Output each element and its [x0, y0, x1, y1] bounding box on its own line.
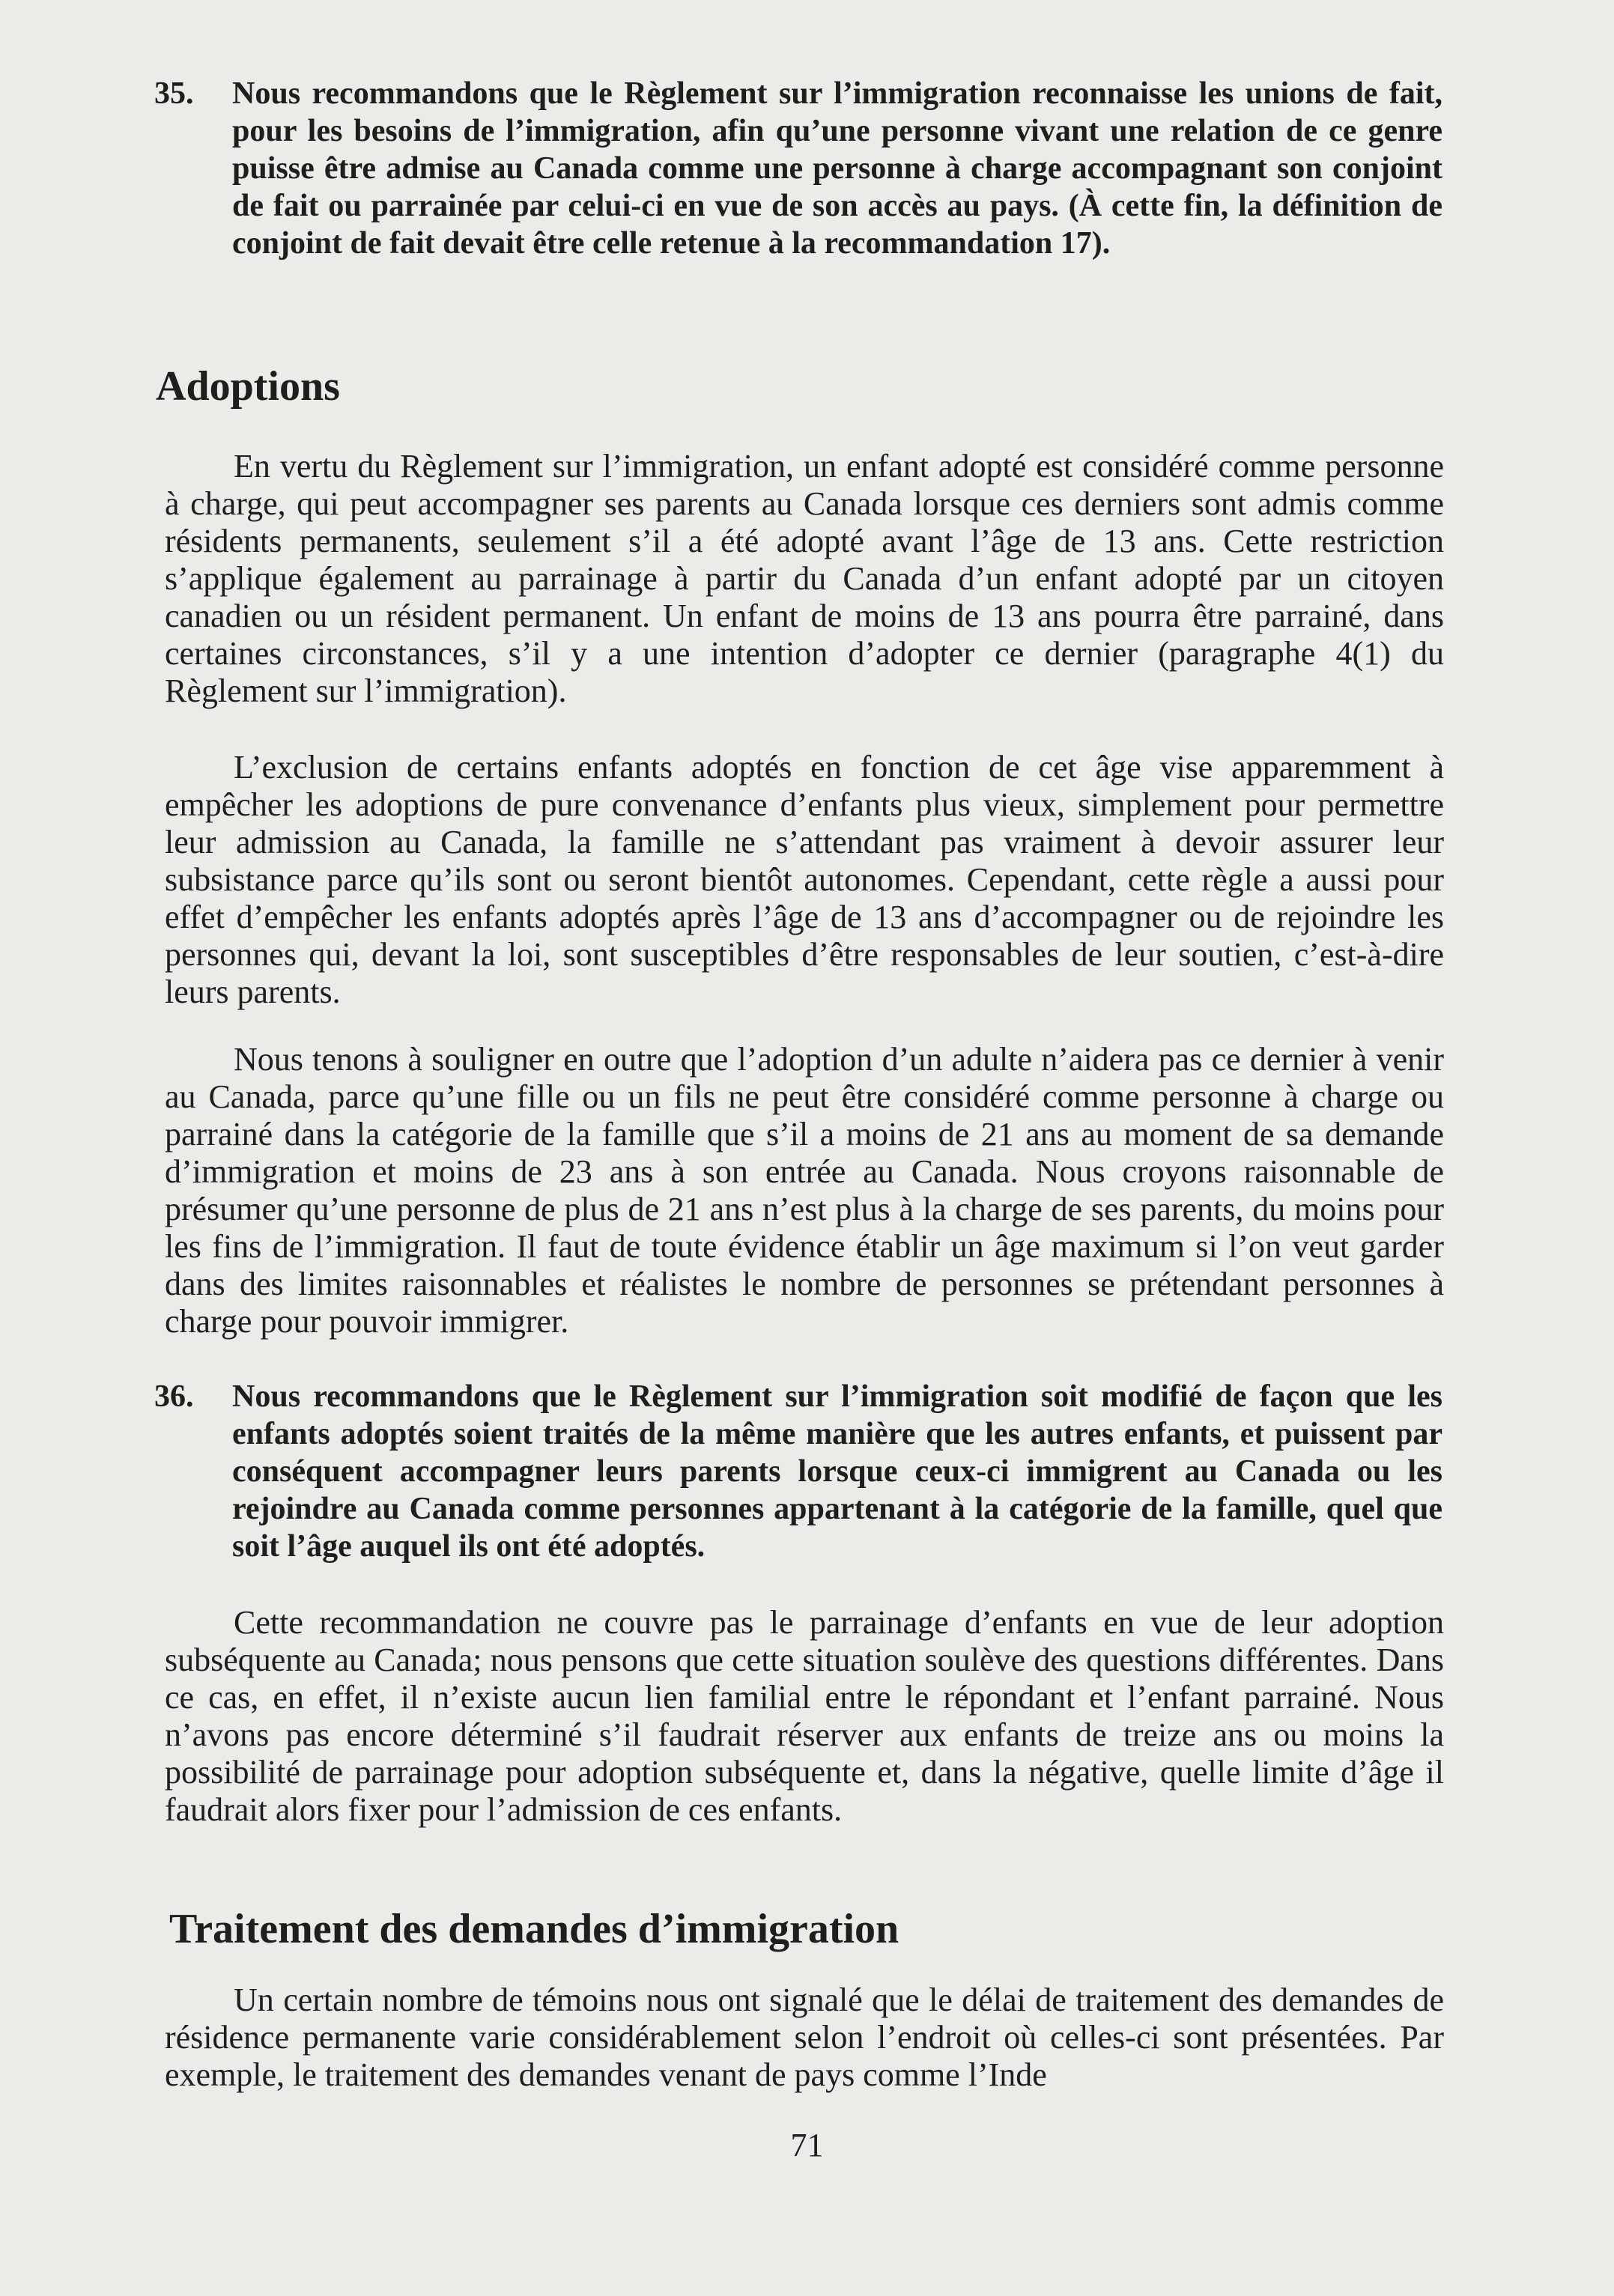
recommendation-text: Nous recommandons que le Règlement sur l’immigration soit modifié de façon que les enfants adoptés soient traités de la même manière que les autres enfants, et puissent par conséquent accompagner leurs parents lorsque ceux-ci immigrent au Canada ou les rejoindre au Canada comme personnes appartenant à la catégorie de la famille, quel que soit l’âge auquel ils ont été adoptés.: [232, 1379, 1442, 1564]
recommendation-35: [154, 75, 1442, 262]
recommendation-text: Nous recommandons que le Règlement sur l’immigration reconnaisse les unions de fait, pour les besoins de l’immigration, afin qu’une personne vivant une relation de ce genre puisse être admise au Canada comme une personne à charge accompagnant son conjoint de fait ou parrainée par celui-ci en vue de son accès au pays. (À cette fin, la définition de conjoint de fait devait être celle retenue à la recommandation 17).: [232, 76, 1442, 261]
recommendation-number: 35.: [154, 76, 194, 111]
recommendation-36: [154, 1378, 1442, 1565]
recommendation-number: 36.: [154, 1379, 194, 1414]
paragraph-adoptions-1: En vertu du Règlement sur l’immigration, un enfant adopté est considéré comme personne à charge, qui peut accompagner ses parents au Canada lorsque ces derniers sont admis comme résidents permanents, seulement s’il a été adopté avant l’âge de 13 ans. Cette restriction s’applique également au parrainage à partir du Canada d’un enfant adopté par un citoyen canadien ou un résident permanent. Un enfant de moins de 13 ans pourra être parrainé, dans certaines circonstances, s’il y a une intention d’adopter ce dernier (paragraphe 4(1) du Règlement sur l’immigration).: [165, 448, 1444, 709]
paragraph-after-recommendation: Cette recommandation ne couvre pas le parrainage d’enfants en vue de leur adoption subséquente au Canada; nous pensons que cette situation soulève des questions différentes. Dans ce cas, en effet, il n’existe aucun lien familial entre le répondant et l’enfant parrainé. Nous n’avons pas encore déterminé s’il faudrait réserver aux enfants de treize ans ou moins la possibilité de parrainage pour adoption subséquente et, dans la négative, quelle limite d’âge il faudrait alors fixer pour l’admission de ces enfants.: [165, 1604, 1444, 1828]
section-heading-traitement: Traitement des demandes d’immigration: [169, 1906, 899, 1952]
paragraph-traitement: Un certain nombre de témoins nous ont signalé que le délai de traitement des demandes de résidence permanente varie considérablement selon l’endroit où celles-ci sont présentées. Par exemple, le traitement des demandes venant de pays comme l’Inde: [165, 1981, 1444, 2093]
section-heading-adoptions: Adoptions: [156, 363, 340, 410]
paragraph-adoptions-2: L’exclusion de certains enfants adoptés en fonction de cet âge vise apparemment à empêcher les adoptions de pure convenance d’enfants plus vieux, simplement pour permettre leur admission au Canada, la famille ne s’attendant pas vraiment à devoir assurer leur subsistance parce qu’ils sont ou seront bientôt autonomes. Cependant, cette règle a aussi pour effet d’empêcher les enfants adoptés après l’âge de 13 ans d’accompagner ou de rejoindre les personnes qui, devant la loi, sont susceptibles d’être responsables de leur soutien, c’est-à-dire leurs parents.: [165, 749, 1444, 1010]
paragraph-adoptions-3: Nous tenons à souligner en outre que l’adoption d’un adulte n’aidera pas ce dernier à venir au Canada, parce qu’une fille ou un fils ne peut être considéré comme personne à charge ou parrainé dans la catégorie de la famille que s’il a moins de 21 ans au moment de sa demande d’immigration et moins de 23 ans à son entrée au Canada. Nous croyons raisonnable de présumer qu’une personne de plus de 21 ans n’est plus à la charge de ses parents, du moins pour les fins de l’immigration. Il faut de toute évidence établir un âge maximum si l’on veut garder dans des limites raisonnables et réalistes le nombre de personnes se prétendant personnes à charge pour pouvoir immigrer.: [165, 1041, 1444, 1340]
page-number: 71: [790, 2127, 824, 2163]
